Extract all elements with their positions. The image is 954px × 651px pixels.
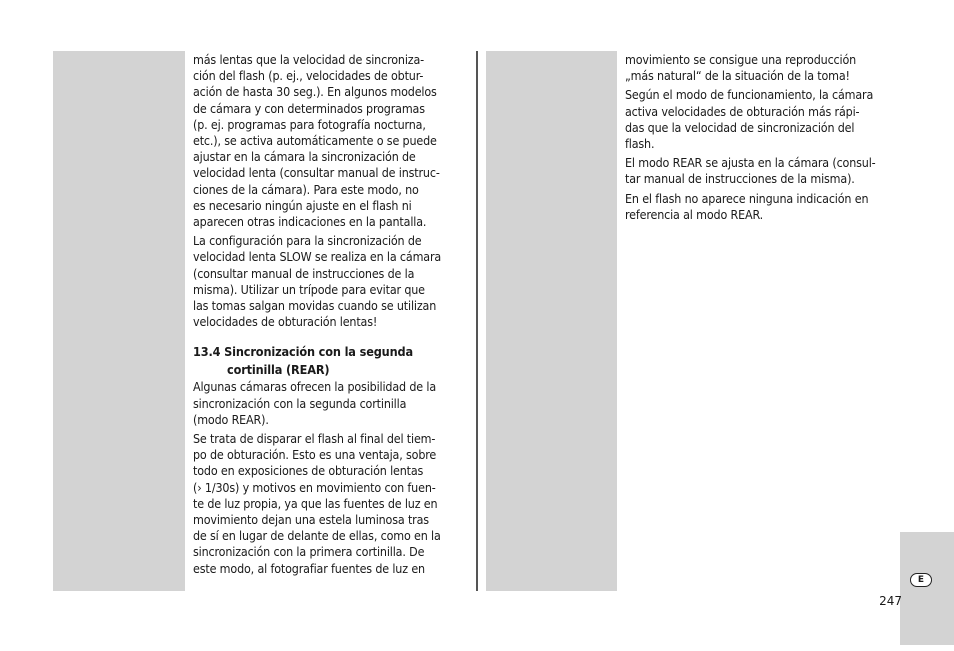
text-line: velocidad lenta SLOW se realiza en la cámara [193, 249, 442, 265]
text-line: te de luz propia, ya que las fuentes de luz en [193, 495, 438, 511]
text-line: (modo REAR). [193, 411, 269, 427]
text-line: las tomas salgan movidas cuando se utilizan [193, 298, 437, 314]
text-line: sincronización con la segunda cortinilla [193, 395, 407, 411]
section-heading-line: cortinilla (REAR) [227, 362, 330, 378]
text-line: po de obturación. Esto es una ventaja, sobre [193, 447, 437, 463]
text-line: (› 1/30s) y motivos en movimiento con fuen- [193, 479, 436, 495]
column-divider [476, 51, 478, 591]
text-line: velocidades de obturación lentas! [193, 314, 378, 330]
text-line: (consultar manual de instrucciones de la [193, 265, 415, 281]
body-paragraph [625, 87, 901, 152]
text-line: (p. ej. programas para fotografía nocturna, [193, 116, 426, 132]
body-paragraph [193, 379, 469, 428]
text-line: movimiento se consigue una reproducción [625, 52, 857, 67]
body-paragraph [193, 431, 469, 577]
text-line: Según el modo de funcionamiento, la cámara [625, 87, 874, 103]
text-line: misma). Utilizar un trípode para evitar que [193, 281, 425, 297]
text-line: ciones de la cámara). Para este modo, no [193, 181, 419, 197]
text-line: Algunas cámaras ofrecen la posibilidad de la [193, 379, 436, 395]
body-paragraph [193, 52, 469, 230]
left-margin-band [53, 51, 185, 591]
text-line: das que la velocidad de sincronización del [625, 119, 855, 135]
text-line: más lentas que la velocidad de sincroniza- [193, 52, 425, 67]
text-line: ción del flash (p. ej., velocidades de obtur- [193, 68, 424, 84]
page-number: 247 [879, 594, 902, 608]
text-line: referencia al modo REAR. [625, 206, 764, 222]
body-paragraph [625, 155, 901, 187]
body-paragraph [625, 52, 901, 84]
body-paragraph [625, 191, 901, 223]
right-text-column [625, 52, 901, 226]
text-line: aparecen otras indicaciones en la pantalla. [193, 214, 427, 230]
text-line: de sí en lugar de delante de ellas, como en la [193, 528, 441, 544]
text-line: La configuración para la sincronización de [193, 233, 422, 249]
text-line: sincronización con la primera cortinilla. De [193, 544, 425, 560]
text-line: El modo REAR se ajusta en la cámara (consul- [625, 155, 876, 171]
text-line: ajustar en la cámara la sincronización de [193, 149, 416, 165]
text-line: activa velocidades de obturación más rápi- [625, 103, 860, 119]
text-line: tar manual de instrucciones de la misma). [625, 171, 855, 187]
body-paragraph [193, 233, 469, 330]
text-line: „más natural“ de la situación de la toma! [625, 68, 850, 84]
text-line: este modo, al fotografiar fuentes de luz en [193, 560, 425, 576]
left-text-column [193, 52, 469, 580]
text-line: ación de hasta 30 seg.). En algunos modelos [193, 84, 437, 100]
text-line: todo en exposiciones de obturación lentas [193, 463, 424, 479]
text-line: flash. [625, 136, 655, 152]
middle-margin-band [486, 51, 617, 591]
text-line: etc.), se activa automáticamente o se puede [193, 133, 437, 149]
text-line: velocidad lenta (consultar manual de instruc- [193, 165, 440, 181]
text-line: Se trata de disparar el flash al final del tiem- [193, 431, 436, 447]
text-line: En el flash no aparece ninguna indicación en [625, 190, 869, 206]
section-heading [193, 343, 469, 379]
language-badge: E [910, 573, 932, 587]
text-line: movimiento dejan una estela luminosa tras [193, 512, 429, 528]
text-line: de cámara y con determinados programas [193, 100, 425, 116]
language-tab [900, 532, 954, 645]
text-line: es necesario ningún ajuste en el flash ni [193, 197, 412, 213]
section-heading-line: 13.4 Sincronización con la segunda [193, 344, 413, 360]
